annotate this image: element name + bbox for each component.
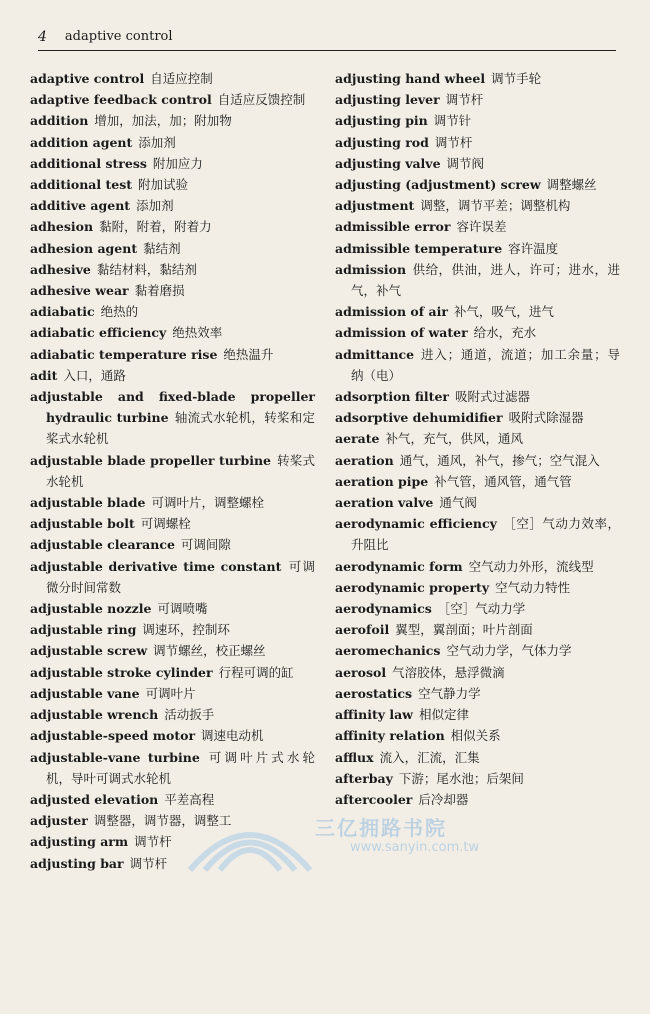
entry-definition: 绝热效率 bbox=[172, 325, 223, 341]
dictionary-entry bbox=[335, 153, 620, 174]
entry-definition: 调速电动机 bbox=[201, 728, 264, 744]
entry-term: adiabatic bbox=[30, 304, 95, 320]
entry-definition: 补气管，通风管，通气管 bbox=[434, 473, 572, 489]
entry-definition: 相似定律 bbox=[418, 707, 469, 723]
dictionary-entry bbox=[30, 195, 315, 216]
dictionary-entry bbox=[335, 577, 620, 598]
dictionary-entry bbox=[30, 153, 315, 174]
dictionary-entry bbox=[335, 386, 620, 407]
entry-definition: 活动扳手 bbox=[164, 707, 215, 723]
dictionary-entry bbox=[335, 132, 620, 153]
entry-definition: 黏附，附着，附着力 bbox=[99, 219, 212, 235]
dictionary-entry bbox=[335, 238, 620, 259]
entry-term: adjustable bolt bbox=[30, 516, 135, 532]
dictionary-entry bbox=[30, 216, 315, 237]
dictionary-entry bbox=[335, 428, 620, 449]
entry-definition: 自适应反馈控制 bbox=[217, 92, 306, 108]
entry-term: adjusting pin bbox=[335, 113, 428, 129]
dictionary-entry bbox=[30, 640, 315, 661]
entry-term: adjustable ring bbox=[30, 622, 137, 638]
dictionary-entry bbox=[335, 598, 620, 619]
entry-term: adjustable nozzle bbox=[30, 601, 152, 617]
entry-term: aftercooler bbox=[335, 791, 413, 807]
entry-term: aerodynamics bbox=[335, 601, 432, 617]
entry-definition: 平差高程 bbox=[164, 791, 215, 807]
entry-definition: 进入；通道，流道；加工余量；导纳（电） bbox=[351, 346, 620, 383]
entry-term: aeration bbox=[335, 452, 394, 468]
entry-term: aerate bbox=[335, 431, 380, 447]
entry-term: afterbay bbox=[335, 770, 393, 786]
entry-definition: 空气动力学，气体力学 bbox=[446, 643, 572, 659]
dictionary-entry bbox=[335, 640, 620, 661]
entry-term: adjustable blade propeller turbine bbox=[30, 452, 271, 468]
dictionary-entry bbox=[335, 407, 620, 428]
entry-definition: 入口，通路 bbox=[63, 367, 126, 383]
entry-term: adhesive bbox=[30, 261, 91, 277]
entry-term: adjusting lever bbox=[335, 92, 440, 108]
dictionary-entry bbox=[335, 747, 620, 768]
entry-term: adjusting arm bbox=[30, 834, 129, 850]
entry-term: admission of water bbox=[335, 325, 468, 341]
entry-definition: 气溶胶体，悬浮微滴 bbox=[392, 664, 505, 680]
entry-term: adjustable screw bbox=[30, 643, 148, 659]
dictionary-entry bbox=[30, 344, 315, 365]
entry-definition: 附加试验 bbox=[138, 177, 189, 193]
entry-term: admission bbox=[335, 261, 407, 277]
entry-term: admissible error bbox=[335, 219, 451, 235]
dictionary-entry bbox=[335, 174, 620, 195]
entry-term: aerosol bbox=[335, 664, 387, 680]
dictionary-entry bbox=[335, 492, 620, 513]
dictionary-entry bbox=[30, 301, 315, 322]
entry-term: adhesive wear bbox=[30, 283, 129, 299]
dictionary-entry bbox=[335, 619, 620, 640]
entry-term: addition bbox=[30, 113, 89, 129]
dictionary-entry bbox=[30, 132, 315, 153]
dictionary-entry bbox=[335, 683, 620, 704]
entry-term: adjustable derivative time constant bbox=[30, 558, 282, 574]
entry-term: adjustable-speed motor bbox=[30, 728, 196, 744]
entry-definition: 可调叶片，调整螺栓 bbox=[151, 495, 264, 511]
entry-term: adjustable-vane turbine bbox=[30, 749, 200, 765]
dictionary-entry bbox=[30, 365, 315, 386]
watermark-text: 三亿拥路书院 bbox=[315, 816, 447, 840]
entry-term: admissible temperature bbox=[335, 240, 503, 256]
entry-term: additional stress bbox=[30, 155, 147, 171]
dictionary-columns bbox=[30, 68, 620, 968]
entry-definition: 容许温度 bbox=[508, 240, 559, 256]
entry-definition: 可调间隙 bbox=[180, 537, 231, 553]
dictionary-entry bbox=[335, 725, 620, 746]
entry-definition: 调整螺丝 bbox=[546, 177, 597, 193]
entry-definition: 增加，加法，加；附加物 bbox=[94, 113, 232, 129]
entry-term: aerofoil bbox=[335, 622, 390, 638]
entry-definition: 调节手轮 bbox=[491, 71, 542, 86]
entry-term: additional test bbox=[30, 177, 133, 193]
dictionary-entry bbox=[30, 619, 315, 640]
dictionary-entry bbox=[335, 344, 620, 386]
entry-term: addition agent bbox=[30, 134, 133, 150]
entry-definition: 补气，吸气，进气 bbox=[453, 304, 554, 320]
entry-term: afflux bbox=[335, 749, 374, 765]
entry-term: aerodynamic form bbox=[335, 558, 463, 574]
entry-term: adjusted elevation bbox=[30, 791, 159, 807]
entry-term: adjuster bbox=[30, 813, 88, 829]
page-number: 4 bbox=[38, 29, 47, 45]
entry-term: affinity law bbox=[335, 707, 413, 723]
entry-definition: 调节杆 bbox=[434, 134, 473, 150]
entry-term: adjusting valve bbox=[335, 155, 441, 171]
dictionary-entry bbox=[30, 259, 315, 280]
dictionary-entry bbox=[30, 683, 315, 704]
dictionary-entry bbox=[30, 704, 315, 725]
dictionary-entry bbox=[30, 831, 315, 852]
dictionary-entry bbox=[30, 789, 315, 810]
dictionary-entry bbox=[30, 534, 315, 555]
entry-term: adhesion bbox=[30, 219, 94, 235]
entry-term: additive agent bbox=[30, 198, 131, 214]
entry-definition: 附加应力 bbox=[152, 155, 203, 171]
dictionary-entry bbox=[335, 259, 620, 301]
entry-definition: 吸附式过滤器 bbox=[455, 389, 531, 405]
entry-definition: 黏着磨损 bbox=[134, 283, 185, 299]
entry-definition: 空气动力外形，流线型 bbox=[468, 558, 594, 574]
entry-definition: 空气动力特性 bbox=[495, 579, 571, 595]
entry-definition: 可调叶片式水轮机，导叶可调式水轮机 bbox=[46, 749, 315, 786]
dictionary-entry bbox=[30, 853, 315, 874]
dictionary-entry bbox=[30, 810, 315, 831]
dictionary-entry bbox=[30, 280, 315, 301]
dictionary-entry bbox=[335, 513, 620, 555]
entry-definition: 后冷却器 bbox=[418, 791, 469, 807]
entry-definition: 绝热的 bbox=[100, 304, 139, 320]
entry-definition: 调节杆 bbox=[445, 92, 484, 108]
entry-term: adsorption filter bbox=[335, 389, 449, 405]
dictionary-entry bbox=[335, 301, 620, 322]
dictionary-entry bbox=[30, 556, 315, 598]
entry-term: adjusting bar bbox=[30, 855, 124, 871]
entry-definition: 给水，充水 bbox=[473, 325, 537, 341]
entry-term: adjustable vane bbox=[30, 685, 140, 701]
entry-definition: 通气阀 bbox=[439, 495, 477, 511]
dictionary-entry bbox=[30, 89, 315, 110]
dictionary-entry bbox=[30, 68, 315, 89]
entry-definition: 调整器，调节器，调整工 bbox=[93, 813, 232, 829]
entry-term: admittance bbox=[335, 346, 415, 362]
entry-term: aeration valve bbox=[335, 495, 434, 511]
entry-term: adjustable wrench bbox=[30, 707, 159, 723]
dictionary-entry bbox=[335, 195, 620, 216]
entry-definition: 相似关系 bbox=[450, 728, 501, 744]
entry-term: aerostatics bbox=[335, 685, 413, 701]
left-column bbox=[30, 68, 325, 968]
entry-term: adsorptive dehumidifier bbox=[335, 410, 503, 426]
dictionary-entry bbox=[30, 174, 315, 195]
dictionary-entry bbox=[335, 704, 620, 725]
entry-definition: 黏结材料，黏结剂 bbox=[96, 261, 197, 277]
entry-term: adjustable stroke cylinder bbox=[30, 664, 213, 680]
entry-definition: 调节杆 bbox=[129, 855, 168, 871]
entry-term: adjusting (adjustment) screw bbox=[335, 177, 541, 193]
entry-term: adit bbox=[30, 367, 58, 383]
entry-definition: 可调叶片 bbox=[145, 685, 196, 701]
entry-term: adiabatic temperature rise bbox=[30, 346, 218, 362]
entry-definition: 翼型，翼剖面；叶片剖面 bbox=[395, 622, 533, 638]
dictionary-entry bbox=[335, 662, 620, 683]
entry-term: adjusting rod bbox=[335, 134, 429, 150]
entry-term: adiabatic efficiency bbox=[30, 325, 167, 341]
dictionary-entry bbox=[30, 110, 315, 131]
entry-definition: 行程可调的缸 bbox=[218, 664, 294, 680]
entry-definition: 下游；尾水池；后架间 bbox=[398, 770, 524, 786]
dictionary-entry bbox=[30, 725, 315, 746]
dictionary-entry bbox=[335, 768, 620, 789]
entry-definition: 转桨式水轮机 bbox=[46, 452, 315, 489]
entry-definition: 轴流式水轮机，转桨和定桨式水轮机 bbox=[46, 410, 315, 447]
entry-definition: ［空］气动力效率，升阻比 bbox=[351, 516, 620, 553]
dictionary-entry bbox=[30, 513, 315, 534]
dictionary-entry bbox=[335, 471, 620, 492]
entry-definition: ［空］气动力学 bbox=[437, 601, 526, 617]
dictionary-entry bbox=[30, 747, 315, 789]
entry-definition: 黏结剂 bbox=[143, 240, 181, 256]
dictionary-entry bbox=[335, 110, 620, 131]
watermark-url: www.sanyin.com.tw bbox=[350, 840, 480, 855]
dictionary-entry bbox=[30, 598, 315, 619]
entry-term: adjusting hand wheel bbox=[335, 71, 486, 86]
dictionary-entry bbox=[335, 556, 620, 577]
entry-definition: 调整，调节平差；调整机构 bbox=[420, 198, 571, 214]
dictionary-entry bbox=[30, 492, 315, 513]
entry-term: admission of air bbox=[335, 304, 448, 320]
dictionary-entry bbox=[335, 450, 620, 471]
right-column bbox=[325, 68, 620, 968]
entry-definition: 供给，供油，进人，许可；进水，进气，补气 bbox=[351, 261, 620, 299]
entry-definition: 通气，通风，补气，掺气；空气混入 bbox=[399, 452, 600, 468]
dictionary-entry bbox=[335, 789, 620, 810]
entry-term: adjustable clearance bbox=[30, 537, 175, 553]
entry-definition: 添加剂 bbox=[136, 198, 174, 214]
entry-term: aerodynamic property bbox=[335, 579, 490, 595]
entry-term: adjustment bbox=[335, 198, 415, 214]
entry-term: affinity relation bbox=[335, 728, 445, 744]
page-header bbox=[38, 20, 616, 51]
entry-definition: 可调喷嘴 bbox=[157, 601, 208, 617]
entry-term: adjustable blade bbox=[30, 495, 146, 511]
entry-definition: 空气静力学 bbox=[418, 685, 481, 701]
dictionary-entry bbox=[335, 216, 620, 237]
entry-definition: 绝热温升 bbox=[223, 346, 274, 362]
entry-term: aeromechanics bbox=[335, 643, 441, 659]
dictionary-entry bbox=[335, 322, 620, 343]
entry-term: aerodynamic efficiency bbox=[335, 516, 497, 532]
entry-term: adaptive feedback control bbox=[30, 92, 212, 108]
dictionary-entry bbox=[335, 68, 620, 89]
dictionary-entry bbox=[30, 662, 315, 683]
entry-term: adaptive control bbox=[30, 71, 145, 86]
dictionary-entry bbox=[30, 238, 315, 259]
entry-definition: 调节针 bbox=[433, 113, 472, 129]
entry-term: aeration pipe bbox=[335, 473, 429, 489]
entry-definition: 自适应控制 bbox=[150, 71, 213, 86]
entry-definition: 调节阀 bbox=[446, 155, 485, 171]
entry-definition: 调节杆 bbox=[134, 834, 172, 850]
dictionary-entry bbox=[30, 386, 315, 450]
entry-definition: 调节螺丝，校正螺丝 bbox=[153, 643, 266, 659]
entry-definition: 容许误差 bbox=[456, 219, 507, 235]
entry-definition: 流入，汇流，汇集 bbox=[379, 749, 480, 765]
entry-term: adhesion agent bbox=[30, 240, 138, 256]
dictionary-entry bbox=[335, 89, 620, 110]
dictionary-entry bbox=[30, 450, 315, 492]
entry-definition: 调速环，控制环 bbox=[142, 622, 230, 638]
entry-definition: 补气，充气，供风，通风 bbox=[385, 431, 523, 447]
entry-term: adjustable and fixed-blade propeller hydraulic turbine bbox=[30, 389, 315, 426]
entry-definition: 可调螺栓 bbox=[140, 516, 191, 532]
entry-definition: 可调微分时间常数 bbox=[46, 558, 315, 595]
dictionary-entry bbox=[30, 322, 315, 343]
entry-definition: 吸附式除湿器 bbox=[508, 410, 584, 426]
running-head: adaptive control bbox=[64, 29, 173, 44]
entry-definition: 添加剂 bbox=[138, 134, 176, 150]
